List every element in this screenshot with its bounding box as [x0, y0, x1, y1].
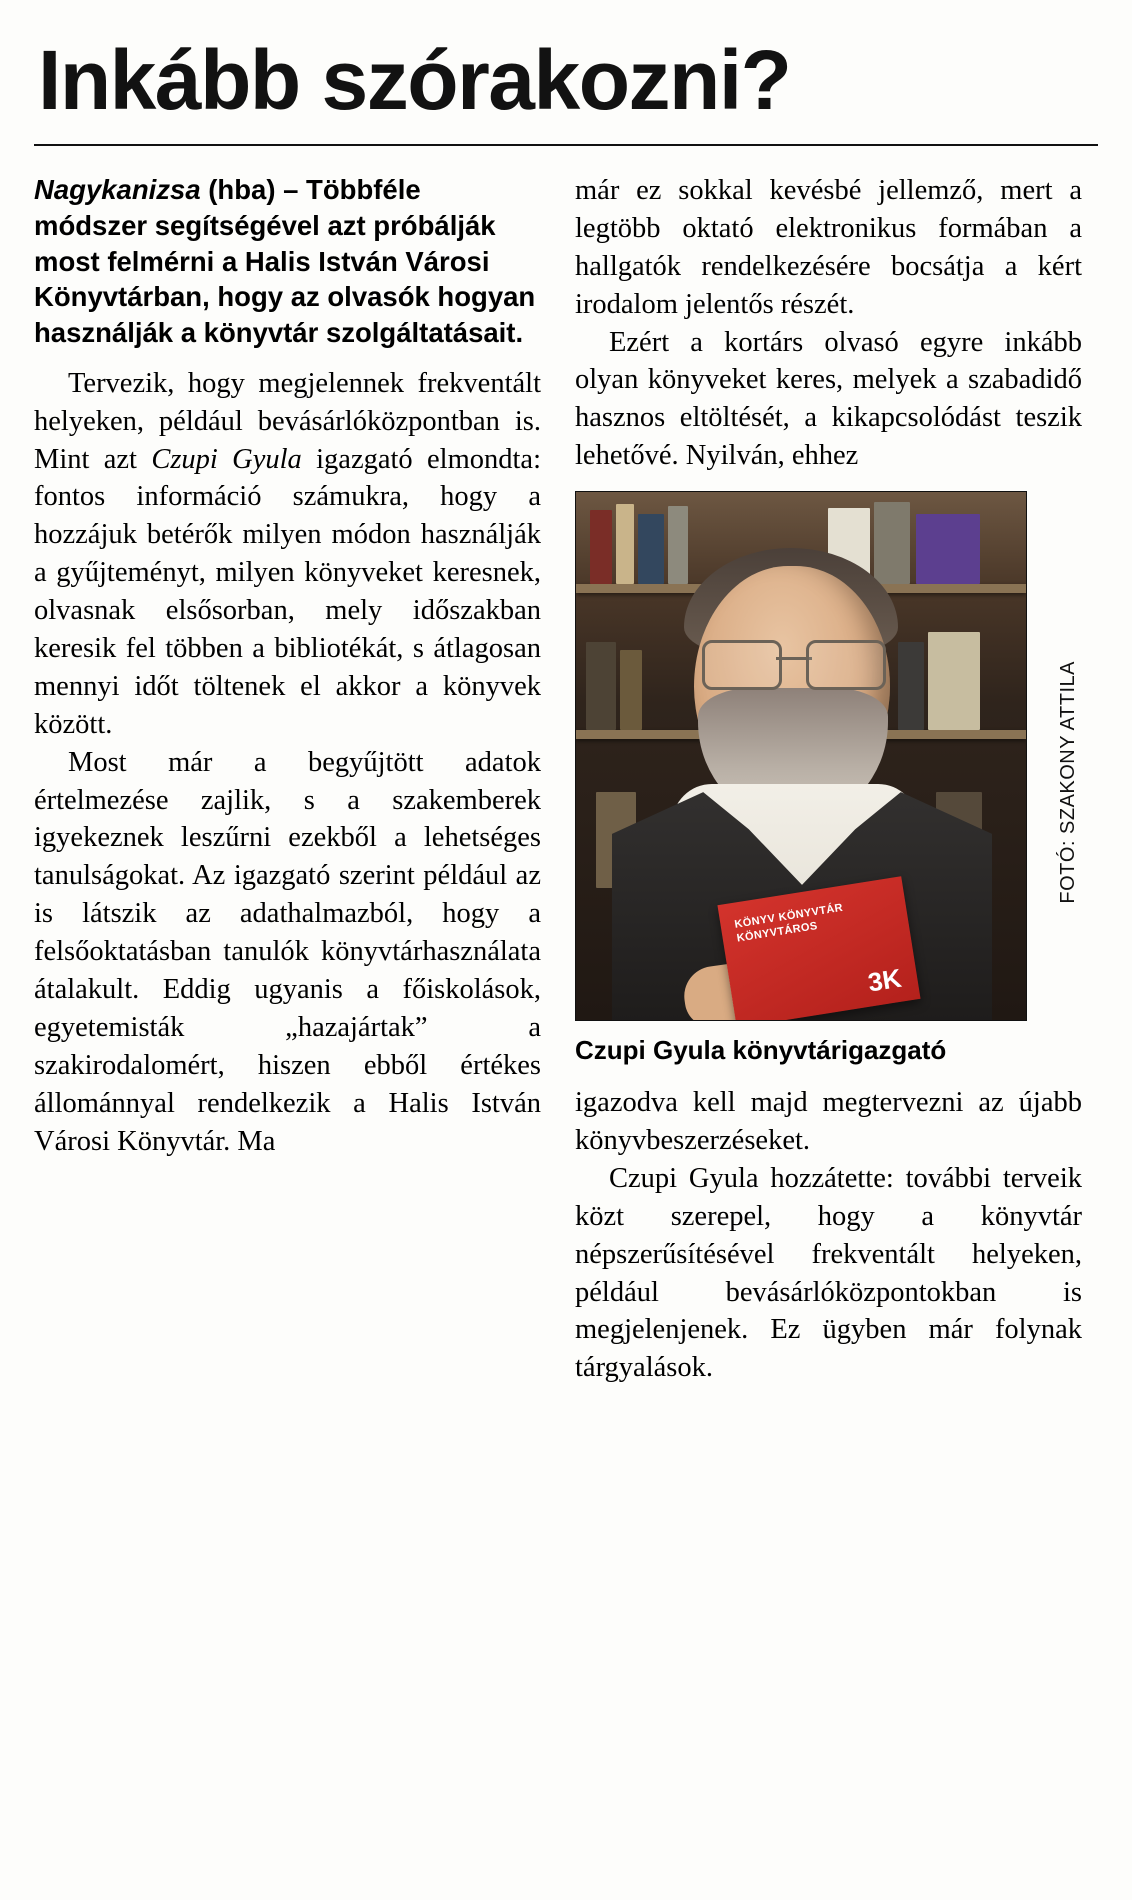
lead-text: – Többféle módszer segítségével azt próbálják most felmérni a Halis István Városi Könyvtárban, hogy az olvasók hogyan használják a könyvtár szolgáltatásait. [34, 174, 536, 348]
headline-divider [34, 144, 1098, 146]
right-column [575, 172, 1082, 1387]
left-column [34, 172, 541, 1387]
right-paragraph-2: Ezért a kortárs olvasó egyre inkább olyan könyveket keres, melyek a szabadidő hasznos eltöltését, a kikapcsolódást teszik lehetővé. Nyilván, ehhez [575, 326, 1082, 472]
article-columns [34, 172, 1098, 1387]
lead-byline: (hba) [208, 174, 276, 205]
right-paragraph-1: már ez sokkal kevésbé jellemző, mert a legtöbb oktató elektronikus formában a hallgatók rendelkezésére bocsátja a kért irodalom jelentős részét. [575, 175, 1082, 320]
photo-image [575, 491, 1027, 1021]
photo-credit: FOTÓ: SZAKONY ATTILA [1057, 661, 1079, 904]
red-book-title: KÖNYV KÖNYVTÁR KÖNYVTÁROS [733, 901, 844, 945]
glasses-icon [702, 640, 886, 684]
right-paragraph-4: Czupi Gyula hozzátette: további terveik közt szerepel, hogy a könyvtár népszerűsítésével frekventált helyeken, például bevásárlóközpontokban is megjelenjenek. Ez ügyben már folynak tárgyalások. [575, 1162, 1082, 1384]
italic-name: Czupi Gyula [151, 443, 302, 475]
red-book-mark: 3K [865, 962, 904, 998]
photo-caption: Czupi Gyula könyvtárigazgató [575, 1035, 947, 1066]
right-paragraph-3: igazodva kell majd megtervezni az újabb könyvbeszerzéseket. [575, 1087, 1082, 1157]
left-paragraph-2: Most már a begyűjtött adatok értelmezése zajlik, s a szakemberek igyekeznek leszűrni ezekből a lehetséges tanulságokat. Az igazgató szerint például az is látszik az adathalmazból, hogy a felsőoktatásban tanulók könyvtárhasználata átalakult. Eddig ugyanis a főiskolások, egyetemisták „hazajártak” a szakirodalomért, hiszen ebből értékes állománnyal rendelkezik a Halis István Városi Könyvtár. Ma [34, 746, 541, 1157]
left-paragraph-1: Tervezik, hogy megjelennek frekventált helyeken, például bevásárlóközpontban is. Mint azt Czupi Gyula igazgató elmondta: fontos információ számukra, hogy a hozzájuk betérők milyen módon használják a gyűjteményt, milyen könyveket keresnek, olvasnak elsősorban, mely időszakban keresik fel többen a bibliotékát, s átlagosan mennyi időt töltenek el akkor a könyvek között. [34, 367, 541, 740]
lead-paragraph [34, 172, 541, 351]
photo-block [575, 491, 1082, 1021]
page-title: Inkább szórakozni? [38, 33, 791, 127]
lead-place: Nagykanizsa [34, 174, 201, 205]
